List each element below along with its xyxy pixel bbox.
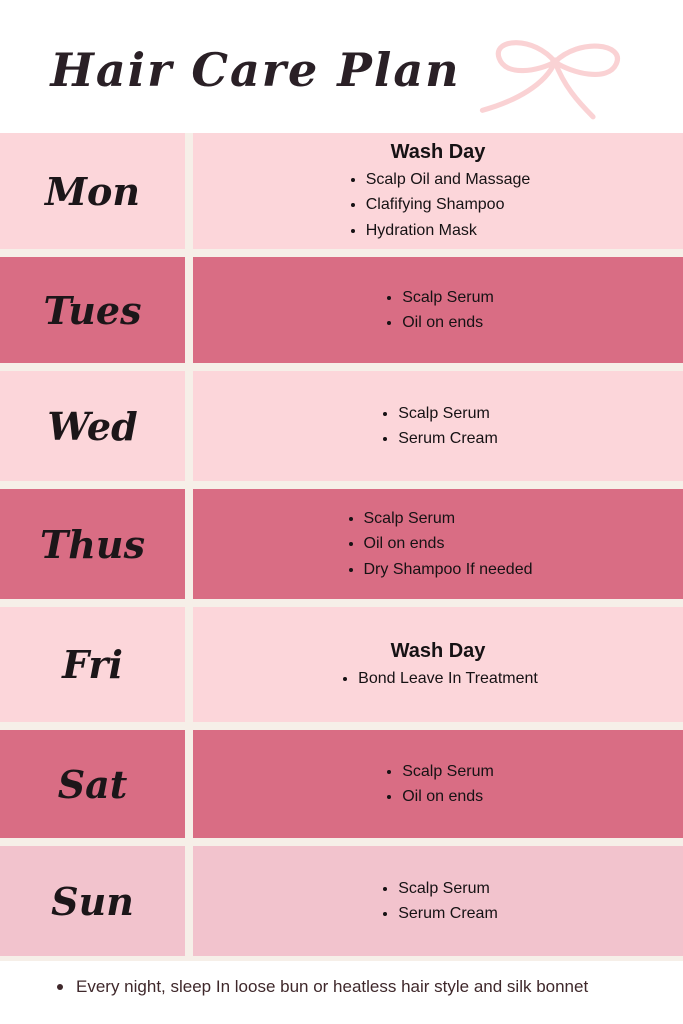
- day-cell: [0, 133, 185, 249]
- care-items-list: [382, 759, 494, 810]
- pink-bow-icon: [475, 27, 633, 123]
- column-divider: [185, 371, 193, 481]
- day-cell: [0, 607, 185, 722]
- list-item: • Scalp Serum: [402, 285, 494, 311]
- day-cell: [0, 730, 185, 838]
- list-item: • Scalp Serum: [398, 876, 498, 902]
- day-content: [193, 257, 683, 363]
- care-items-list: [338, 666, 538, 692]
- table-row-fri: [0, 607, 683, 722]
- list-item: • Hydration Mask: [366, 218, 531, 244]
- column-divider: [185, 257, 193, 363]
- footer-note-text: Every night, sleep In loose bun or heatless hair style and silk bonnet: [76, 977, 589, 996]
- hair-care-plan-table: [0, 133, 683, 961]
- list-item: • Oil on ends: [402, 784, 494, 810]
- list-item: • Bond Leave In Treatment: [358, 666, 538, 692]
- table-row-mon: [0, 133, 683, 249]
- list-item: • Serum Cream: [398, 901, 498, 927]
- column-divider: [185, 489, 193, 599]
- care-items-list: [378, 401, 498, 452]
- table-row-thus: [0, 489, 683, 599]
- day-label: Wed: [47, 403, 138, 449]
- day-cell: [0, 257, 185, 363]
- column-divider: [185, 846, 193, 956]
- table-row-sat: [0, 730, 683, 838]
- footer-note: [0, 961, 683, 997]
- list-item: • Scalp Oil and Massage: [366, 167, 531, 193]
- list-item: • Scalp Serum: [398, 401, 498, 427]
- wash-day-heading: Wash Day: [390, 639, 486, 662]
- list-item: • Oil on ends: [402, 310, 494, 336]
- day-content: [193, 133, 683, 249]
- wash-day-heading: Wash Day: [390, 140, 486, 163]
- table-row-tues: [0, 257, 683, 363]
- bullet-dot-icon: [57, 984, 63, 990]
- day-label: Sat: [57, 761, 128, 807]
- day-label: Sun: [51, 878, 134, 924]
- list-item: • Scalp Serum: [364, 506, 533, 532]
- column-divider: [185, 133, 193, 249]
- table-row-wed: [0, 371, 683, 481]
- care-items-list: [344, 506, 533, 583]
- list-item: • Clafifying Shampoo: [366, 192, 531, 218]
- day-content: [193, 846, 683, 956]
- page-title: Hair Care Plan: [50, 42, 461, 97]
- list-item: • Dry Shampoo If needed: [364, 557, 533, 583]
- column-divider: [185, 730, 193, 838]
- care-items-list: [378, 876, 498, 927]
- care-items-list: [346, 167, 531, 244]
- day-label: Mon: [44, 168, 141, 214]
- day-cell: [0, 489, 185, 599]
- day-content: [193, 730, 683, 838]
- day-content: [193, 607, 683, 722]
- list-item: • Serum Cream: [398, 426, 498, 452]
- day-label: Fri: [62, 642, 123, 687]
- list-item: • Oil on ends: [364, 531, 533, 557]
- day-content: [193, 371, 683, 481]
- list-item: • Scalp Serum: [402, 759, 494, 785]
- day-content: [193, 489, 683, 599]
- day-label: Thus: [40, 521, 145, 567]
- day-label: Tues: [43, 287, 142, 333]
- header: [0, 0, 683, 133]
- day-cell: [0, 371, 185, 481]
- table-row-sun: [0, 846, 683, 956]
- day-cell: [0, 846, 185, 956]
- column-divider: [185, 607, 193, 722]
- care-items-list: [382, 285, 494, 336]
